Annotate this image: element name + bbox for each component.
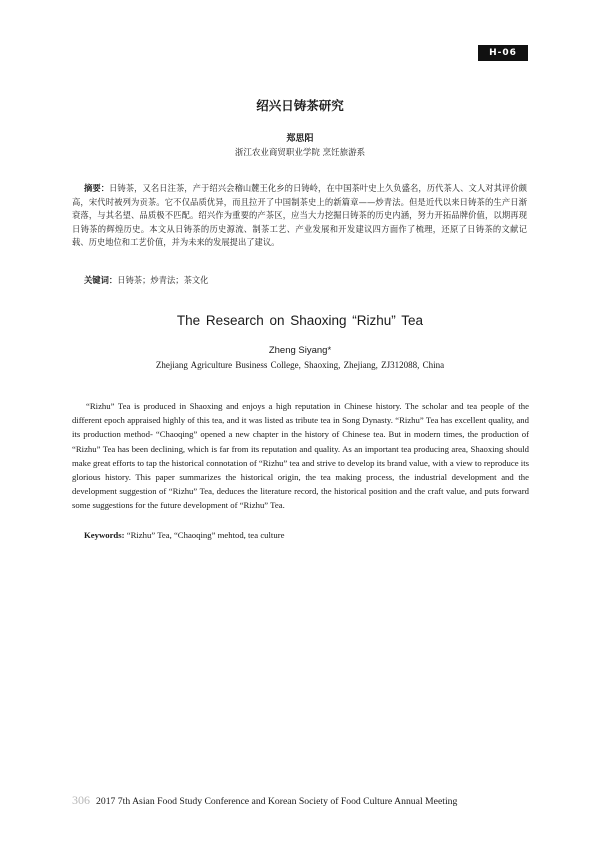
section-tag: H-06 [478, 45, 528, 61]
chinese-keywords-text: 日铸茶；炒青法；茶文化 [117, 275, 209, 285]
chinese-abstract [72, 182, 527, 250]
chinese-abstract-label: 摘要： [84, 183, 110, 193]
english-affiliation: Zhejiang Agriculture Business College, Shaoxing, Zhejiang, ZJ312088, China [155, 360, 445, 370]
page-footer [72, 793, 457, 808]
chinese-affiliation: 浙江农业商贸职业学院 烹饪旅游系 [234, 148, 366, 158]
chinese-keywords [84, 274, 208, 286]
chinese-title: 绍兴日铸茶研究 [256, 98, 344, 113]
english-keywords-text: “Rizhu” Tea, “Chaoqing” mehtod, tea culture [124, 530, 285, 540]
english-abstract: “Rizhu” Tea is produced in Shaoxing and enjoys a high reputation in Chinese history. The scholar and tea people of the different epoch appraised highly of this tea, and it was listed as tribute tea in Song Dynasty. “Rizhu” Tea has excellent quality, and its production method- “Chaoqing” opened a new chapter in the history of Chinese tea. But in modern times, the production of “Rizhu” Tea has been declining, which is far from its reputation and quality. As an important tea producing area, Shaoxing should make great efforts to tap the historical connotation of “Rizhu” tea and strive to develop its brand value, with a view to reproduce its glorious history. This paper summarizes the historical origin, the tea making process, the industrial development and the development suggestion of “Rizhu” Tea, deduces the literature record, the historical position and the craft value, and puts forward some suggestions for the future development of “Rizhu” Tea. [72, 401, 529, 511]
english-author: Zheng Siyang* [268, 345, 332, 356]
page-number: 306 [72, 793, 90, 807]
english-keywords [84, 530, 284, 540]
english-keywords-label: Keywords: [84, 530, 125, 540]
english-title: The Research on Shaoxing “Rizhu” Tea [176, 313, 424, 328]
chinese-keywords-label: 关键词： [84, 275, 118, 285]
chinese-abstract-text: 日铸茶，又名日注茶，产于绍兴会稽山麓王化乡的日铸岭，在中国茶叶史上久负盛名，历代茶人、文人对其评价颇高，宋代时被列为贡茶。它不仅品质优异，而且拉开了中国制茶史上的新篇章——炒青法。但是近代以来日铸茶的生产日渐衰落，与其名望、品质极不匹配。绍兴作为重要的产茶区，应当大力挖掘日铸茶的历史内涵，努力开拓品牌价值，以期再现日铸茶的辉煌历史。本文从日铸茶的历史源流、制茶工艺、产业发展和开发建议四方面作了梳理，还原了日铸茶的文献记载、历史地位和工艺价值，并为未来的发展提出了建议。 [72, 183, 527, 248]
conference-name: 2017 7th Asian Food Study Conference and Korean Society of Food Culture Annual Meeting [96, 796, 458, 807]
chinese-author: 郑思阳 [286, 134, 314, 144]
